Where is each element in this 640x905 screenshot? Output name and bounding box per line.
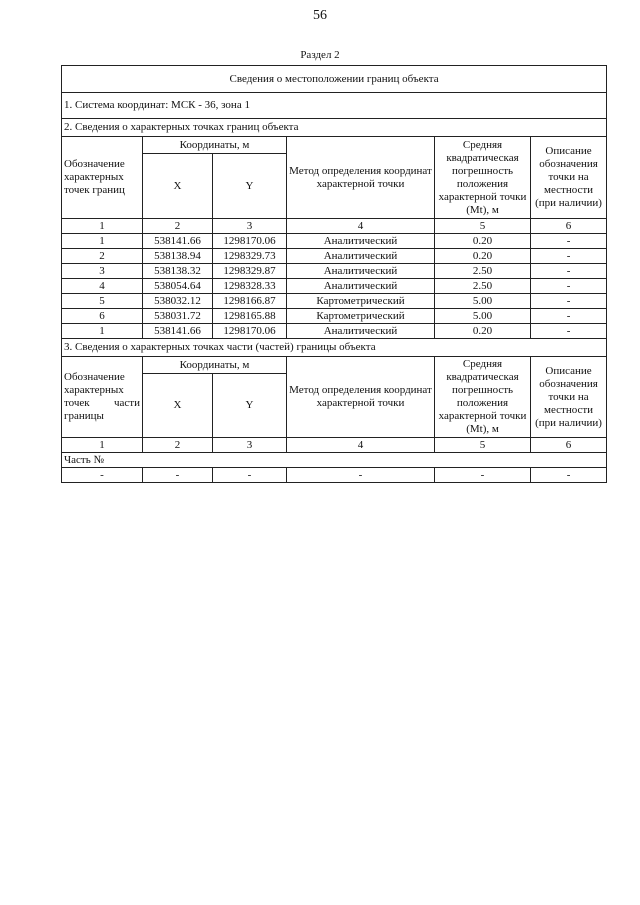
table-row [62, 264, 607, 279]
point-id: - [62, 468, 143, 483]
description: - [531, 249, 607, 264]
header-description: Описание обозначения точки на местности (при наличии) [531, 137, 607, 219]
page-number: 56 [313, 8, 327, 23]
description: - [531, 234, 607, 249]
header-method: Метод определения координат характерной точки [287, 137, 435, 219]
coord-y: 1298329.73 [213, 249, 287, 264]
coord-x: 538138.32 [143, 264, 213, 279]
method: Картометрический [287, 309, 435, 324]
description: - [531, 279, 607, 294]
column-number: 3 [213, 219, 287, 234]
point-id: 5 [62, 294, 143, 309]
column-numbers-row [62, 438, 607, 453]
coord-x: 538054.64 [143, 279, 213, 294]
column-number: 5 [435, 438, 531, 453]
header-y: Y [213, 374, 287, 438]
column-number: 6 [531, 438, 607, 453]
error: 0.20 [435, 324, 531, 339]
header-coordinates: Координаты, м [143, 357, 287, 374]
header-error: Средняя квадратическая погрешность положения характерной точки (Mt), м [435, 137, 531, 219]
coord-y: 1298170.06 [213, 234, 287, 249]
description: - [531, 324, 607, 339]
point-id: 1 [62, 234, 143, 249]
method: Аналитический [287, 279, 435, 294]
coord-y: - [213, 468, 287, 483]
method: Аналитический [287, 234, 435, 249]
error: 5.00 [435, 309, 531, 324]
table-row [62, 468, 607, 483]
point-id: 2 [62, 249, 143, 264]
header-y: Y [213, 154, 287, 219]
method: Аналитический [287, 324, 435, 339]
header-coordinates: Координаты, м [143, 137, 287, 154]
column-number: 4 [287, 438, 435, 453]
coord-y: 1298328.33 [213, 279, 287, 294]
column-number: 2 [143, 219, 213, 234]
header-method: Метод определения координат характерной точки [287, 357, 435, 438]
coord-system: 1. Система координат: МСК - 36, зона 1 [62, 93, 607, 119]
header-designation: Обозначение характерных точек границ [62, 137, 143, 219]
table-row [62, 309, 607, 324]
method: - [287, 468, 435, 483]
coord-x: 538141.66 [143, 234, 213, 249]
column-number: 4 [287, 219, 435, 234]
point-id: 4 [62, 279, 143, 294]
coord-x: 538141.66 [143, 324, 213, 339]
header-x: X [143, 374, 213, 438]
coord-y: 1298170.06 [213, 324, 287, 339]
table-row [62, 234, 607, 249]
description: - [531, 294, 607, 309]
coord-x: 538032.12 [143, 294, 213, 309]
point-id: 3 [62, 264, 143, 279]
error: 0.20 [435, 234, 531, 249]
coord-y: 1298166.87 [213, 294, 287, 309]
description: - [531, 264, 607, 279]
section3-title: 3. Сведения о характерных точках части (частей) границы объекта [62, 339, 607, 357]
coord-x: 538031.72 [143, 309, 213, 324]
header-designation-part: Обозначение характерных точек части границы [62, 357, 143, 438]
coord-x: 538138.94 [143, 249, 213, 264]
table-row [62, 249, 607, 264]
column-number: 1 [62, 438, 143, 453]
error: 0.20 [435, 249, 531, 264]
table-row [62, 279, 607, 294]
point-id: 1 [62, 324, 143, 339]
column-number: 6 [531, 219, 607, 234]
table-row [62, 324, 607, 339]
table-row [62, 294, 607, 309]
part-label: Часть № [62, 453, 607, 468]
table-title: Сведения о местоположении границ объекта [62, 66, 607, 93]
column-numbers-row [62, 219, 607, 234]
error: 2.50 [435, 264, 531, 279]
method: Аналитический [287, 249, 435, 264]
section-label: Раздел 2 [300, 49, 340, 61]
column-number: 2 [143, 438, 213, 453]
point-id: 6 [62, 309, 143, 324]
error: 2.50 [435, 279, 531, 294]
error: 5.00 [435, 294, 531, 309]
header-description: Описание обозначения точки на местности (при наличии) [531, 357, 607, 438]
section2-title: 2. Сведения о характерных точках границ объекта [62, 119, 607, 137]
coord-y: 1298165.88 [213, 309, 287, 324]
coord-y: 1298329.87 [213, 264, 287, 279]
column-number: 3 [213, 438, 287, 453]
method: Картометрический [287, 294, 435, 309]
header-x: X [143, 154, 213, 219]
column-number: 5 [435, 219, 531, 234]
method: Аналитический [287, 264, 435, 279]
header-error: Средняя квадратическая погрешность положения характерной точки (Mt), м [435, 357, 531, 438]
boundary-table [61, 65, 607, 483]
description: - [531, 468, 607, 483]
description: - [531, 309, 607, 324]
coord-x: - [143, 468, 213, 483]
column-number: 1 [62, 219, 143, 234]
error: - [435, 468, 531, 483]
